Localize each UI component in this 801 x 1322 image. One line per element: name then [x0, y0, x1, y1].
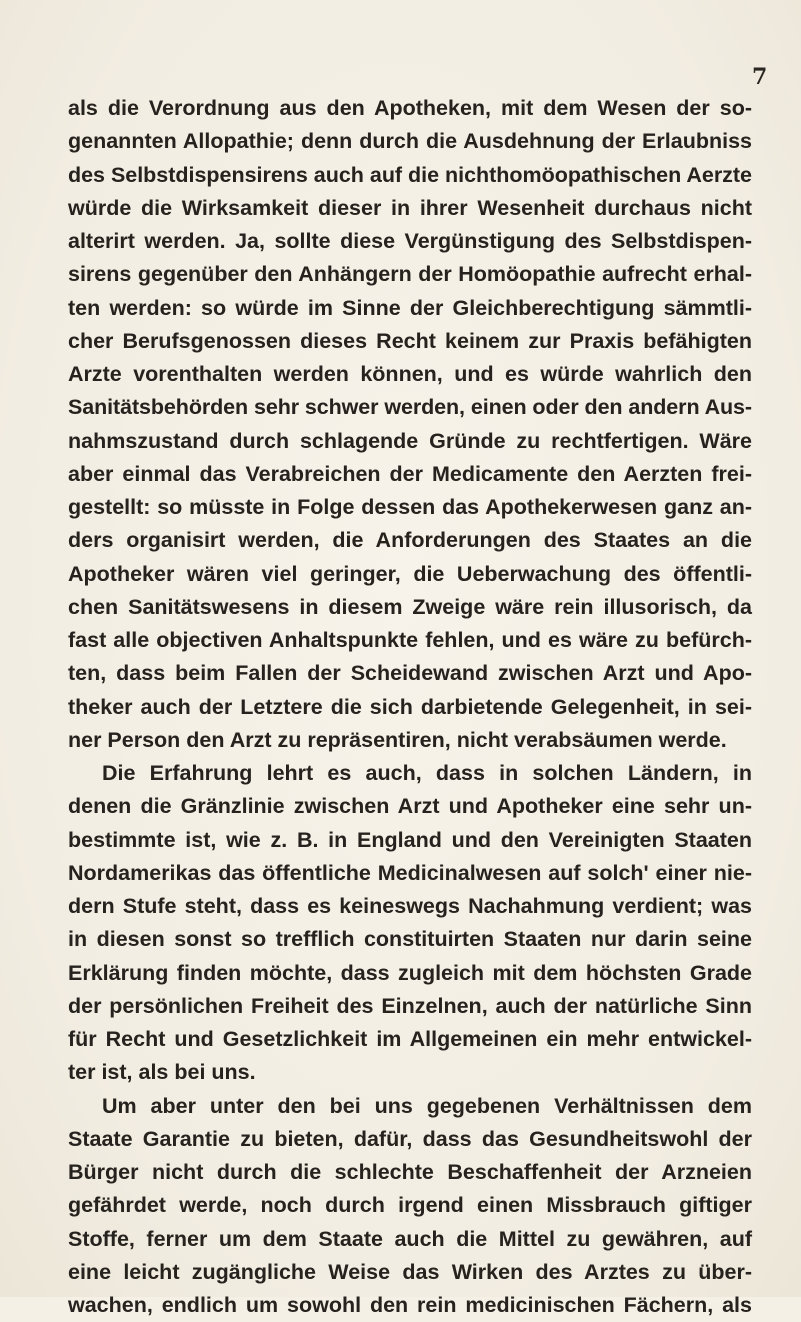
text-line: nahmszustand durch schlagende Gründe zu rechtfertigen. Wäre	[68, 428, 752, 453]
text-line: für Recht und Gesetzlichkeit im Allgemeinen ein mehr entwickel-	[68, 1027, 752, 1051]
text-line: bestimmte ist, wie z. B. in England und den Vereinigten Staaten	[68, 827, 752, 852]
text-line: genannten Allopathie; denn durch die Ausdehnung der Erlaubniss	[68, 129, 752, 154]
text-line: Um aber unter den bei uns gegebenen Verhältnissen dem	[102, 1093, 752, 1118]
text-line: Arzte vorenthalten werden können, und es würde wahrlich den	[68, 362, 752, 386]
text-line: chen Sanitätswesens in diesem Zweige wäre rein illusorisch, da	[68, 594, 752, 619]
page-number: 7	[752, 64, 768, 90]
text-line: theker auch der Letztere die sich darbietende Gelegenheit, in sei-	[68, 694, 752, 719]
text-line: denen die Gränzlinie zwischen Arzt und Apotheker eine sehr un-	[68, 794, 752, 819]
text-line: eine leicht zugängliche Weise das Wirken des Arztes zu über-	[68, 1259, 752, 1284]
text-line: in diesen sonst so trefflich constituirten Staaten nur darin seine	[68, 927, 752, 952]
text-line: des Selbstdispensirens auch auf die nichthomöopathischen Aerzte	[68, 162, 752, 187]
text-line: ten, dass beim Fallen der Scheidewand zwischen Arzt und Apo-	[68, 661, 752, 686]
text-line: Stoffe, ferner um dem Staate auch die Mittel zu gewähren, auf	[68, 1226, 752, 1251]
text-line: dern Stufe steht, dass es keineswegs Nachahmung verdient; was	[68, 894, 752, 918]
text-line: gefährdet werde, noch durch irgend einen Missbrauch giftiger	[68, 1193, 752, 1218]
text-line: Apotheker wären viel geringer, die Ueberwachung des öffentli-	[68, 561, 752, 586]
body-text	[68, 92, 752, 1322]
text-line: cher Berufsgenossen dieses Recht keinem zur Praxis befähigten	[68, 328, 752, 353]
text-line: Die Erfahrung lehrt es auch, dass in solchen Ländern, in	[102, 761, 752, 785]
text-line: Staate Garantie zu bieten, dafür, dass das Gesundheitswohl der	[68, 1126, 752, 1151]
text-line: der persönlichen Freiheit des Einzelnen, auch der natürliche Sinn	[68, 993, 752, 1018]
text-line: aber einmal das Verabreichen der Medicamente den Aerzten frei-	[68, 461, 752, 486]
text-line: ders organisirt werden, die Anforderungen des Staates an die	[68, 528, 752, 553]
text-line: ter ist, als bei uns.	[68, 1060, 256, 1085]
text-line: fast alle objectiven Anhaltspunkte fehlen, und es wäre zu befürch-	[68, 628, 752, 652]
text-line: als die Verordnung aus den Apotheken, mit dem Wesen der so-	[68, 96, 752, 120]
text-line: gestellt: so müsste in Folge dessen das Apothekerwesen ganz an-	[68, 495, 752, 519]
text-line: würde die Wirksamkeit dieser in ihrer Wesenheit durchaus nicht	[68, 195, 752, 220]
text-line: ten werden: so würde im Sinne der Gleichberechtigung sämmtli-	[68, 295, 752, 320]
text-line: sirens gegenüber den Anhängern der Homöopathie aufrecht erhal-	[68, 262, 752, 287]
text-line: Nordamerikas das öffentliche Medicinalwesen auf solch' einer nie-	[68, 860, 752, 885]
text-line: alterirt werden. Ja, sollte diese Vergünstigung des Selbstdispen-	[68, 229, 752, 253]
text-line: Erklärung finden möchte, dass zugleich mit dem höchsten Grade	[68, 960, 752, 985]
text-line: ner Person den Arzt zu repräsentiren, nicht verabsäumen werde.	[68, 727, 727, 752]
text-line: Sanitätsbehörden sehr schwer werden, einen oder den andern Aus-	[68, 395, 752, 420]
text-line: wachen, endlich um sowohl den rein medicinischen Fächern, als	[68, 1293, 752, 1317]
text-line: Bürger nicht durch die schlechte Beschaffenheit der Arzneien	[68, 1160, 752, 1184]
